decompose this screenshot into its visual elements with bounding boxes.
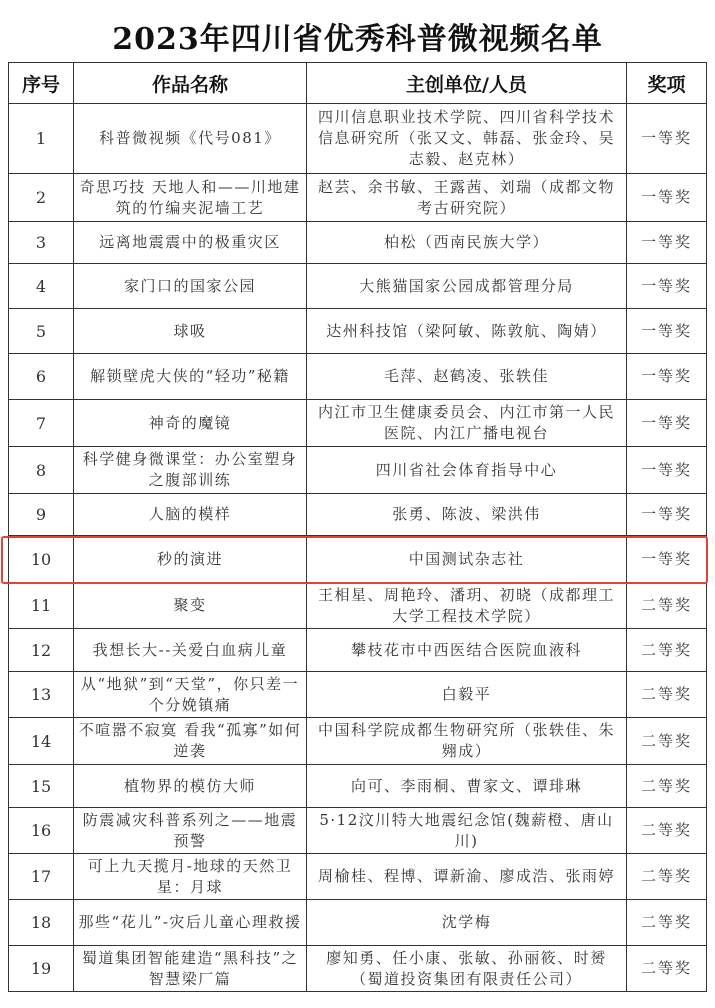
row-number: 2 (9, 174, 74, 222)
award-level: 二等奖 (627, 765, 707, 808)
award-level: 二等奖 (627, 808, 707, 854)
award-level: 一等奖 (627, 104, 707, 174)
award-level: 二等奖 (627, 718, 707, 765)
work-title: 植物界的模仿大师 (74, 765, 307, 808)
table-row (9, 104, 707, 174)
table-row (9, 309, 707, 354)
work-title: 科普微视频《代号081》 (74, 104, 307, 174)
creator-name: 内江市卫生健康委员会、内江市第一人民医院、内江广播电视台 (307, 400, 627, 447)
creator-name: 周榆桂、程博、谭新渝、廖成浩、张雨婷 (307, 854, 627, 900)
work-title: 我想长大--关爱白血病儿童 (74, 629, 307, 672)
creator-name: 赵芸、余书敏、王露茜、刘瑞（成都文物考古研究院） (307, 174, 627, 222)
work-title: 不喧嚣不寂寞 看我“孤寡”如何逆袭 (74, 718, 307, 765)
award-level: 一等奖 (627, 536, 707, 583)
row-number: 7 (9, 400, 74, 447)
creator-name: 廖知勇、任小康、张敏、孙丽筱、时赟（蜀道投资集团有限责任公司） (307, 946, 627, 992)
row-number: 16 (9, 808, 74, 854)
award-level: 一等奖 (627, 354, 707, 400)
work-title: 聚变 (74, 583, 307, 629)
work-title: 神奇的魔镜 (74, 400, 307, 447)
work-title: 奇思巧技 天地人和——川地建筑的竹编夹泥墙工艺 (74, 174, 307, 222)
creator-name: 毛萍、赵鹤凌、张轶佳 (307, 354, 627, 400)
header-creator: 主创单位/人员 (307, 63, 627, 104)
table-row (9, 222, 707, 264)
work-title: 秒的演进 (74, 536, 307, 583)
award-level: 一等奖 (627, 174, 707, 222)
table-row (9, 629, 707, 672)
creator-name: 王相星、周艳玲、潘玥、初晓（成都理工大学工程技术学院） (307, 583, 627, 629)
work-title: 球吸 (74, 309, 307, 354)
table-row (9, 354, 707, 400)
creator-name: 沈学梅 (307, 900, 627, 946)
work-title: 远离地震震中的极重灾区 (74, 222, 307, 264)
work-title: 家门口的国家公园 (74, 264, 307, 309)
header-number: 序号 (9, 63, 74, 104)
creator-name: 张勇、陈波、梁洪伟 (307, 494, 627, 536)
award-level: 一等奖 (627, 222, 707, 264)
award-list-table (8, 62, 707, 992)
work-title: 人脑的模样 (74, 494, 307, 536)
creator-name: 中国科学院成都生物研究所（张轶佳、朱翙成） (307, 718, 627, 765)
work-title: 可上九天揽月-地球的天然卫星：月球 (74, 854, 307, 900)
creator-name: 达州科技馆（梁阿敏、陈敦航、陶婧） (307, 309, 627, 354)
table-row (9, 718, 707, 765)
award-level: 一等奖 (627, 309, 707, 354)
row-number: 5 (9, 309, 74, 354)
table-row (9, 808, 707, 854)
table-header-row (9, 63, 707, 104)
award-level: 一等奖 (627, 494, 707, 536)
row-number: 12 (9, 629, 74, 672)
work-title: 防震减灾科普系列之——地震预警 (74, 808, 307, 854)
creator-name: 攀枝花市中西医结合医院血液科 (307, 629, 627, 672)
award-level: 一等奖 (627, 264, 707, 309)
table-row (9, 672, 707, 718)
table-row (9, 536, 707, 583)
header-work-title: 作品名称 (74, 63, 307, 104)
award-level: 二等奖 (627, 946, 707, 992)
row-number: 11 (9, 583, 74, 629)
work-title: 蜀道集团智能建造“黑科技”之智慧梁厂篇 (74, 946, 307, 992)
row-number: 18 (9, 900, 74, 946)
row-number: 19 (9, 946, 74, 992)
award-level: 二等奖 (627, 583, 707, 629)
header-award: 奖项 (627, 63, 707, 104)
table-row (9, 765, 707, 808)
row-number: 15 (9, 765, 74, 808)
document-title: 2023年四川省优秀科普微视频名单 (112, 22, 603, 57)
table-row (9, 400, 707, 447)
table-row (9, 900, 707, 946)
table-row (9, 264, 707, 309)
table-row (9, 174, 707, 222)
creator-name: 中国测试杂志社 (307, 536, 627, 583)
award-level: 二等奖 (627, 629, 707, 672)
work-title: 从“地狱”到“天堂”，你只差一个分娩镇痛 (74, 672, 307, 718)
creator-name: 大熊猫国家公园成都管理分局 (307, 264, 627, 309)
row-number: 10 (9, 536, 74, 583)
creator-name: 向可、李雨桐、曹家文、谭琲琳 (307, 765, 627, 808)
table-row (9, 583, 707, 629)
creator-name: 柏松（西南民族大学） (307, 222, 627, 264)
award-level: 一等奖 (627, 447, 707, 494)
table-row (9, 447, 707, 494)
work-title: 解锁壁虎大侠的“轻功”秘籍 (74, 354, 307, 400)
creator-name: 四川省社会体育指导中心 (307, 447, 627, 494)
row-number: 3 (9, 222, 74, 264)
row-number: 1 (9, 104, 74, 174)
row-number: 17 (9, 854, 74, 900)
work-title: 科学健身微课堂：办公室塑身之腹部训练 (74, 447, 307, 494)
award-level: 二等奖 (627, 900, 707, 946)
creator-name: 5·12汶川特大地震纪念馆(魏薪橙、唐山川) (307, 808, 627, 854)
award-level: 二等奖 (627, 672, 707, 718)
creator-name: 四川信息职业技术学院、四川省科学技术信息研究所（张又文、韩磊、张金玲、吴志毅、赵克林） (307, 104, 627, 174)
row-number: 9 (9, 494, 74, 536)
row-number: 14 (9, 718, 74, 765)
table-row (9, 854, 707, 900)
creator-name: 白毅平 (307, 672, 627, 718)
work-title: 那些“花儿”-灾后儿童心理救援 (74, 900, 307, 946)
row-number: 13 (9, 672, 74, 718)
row-number: 8 (9, 447, 74, 494)
table-row (9, 946, 707, 992)
table-row (9, 494, 707, 536)
row-number: 4 (9, 264, 74, 309)
award-level: 二等奖 (627, 854, 707, 900)
award-level: 一等奖 (627, 400, 707, 447)
row-number: 6 (9, 354, 74, 400)
